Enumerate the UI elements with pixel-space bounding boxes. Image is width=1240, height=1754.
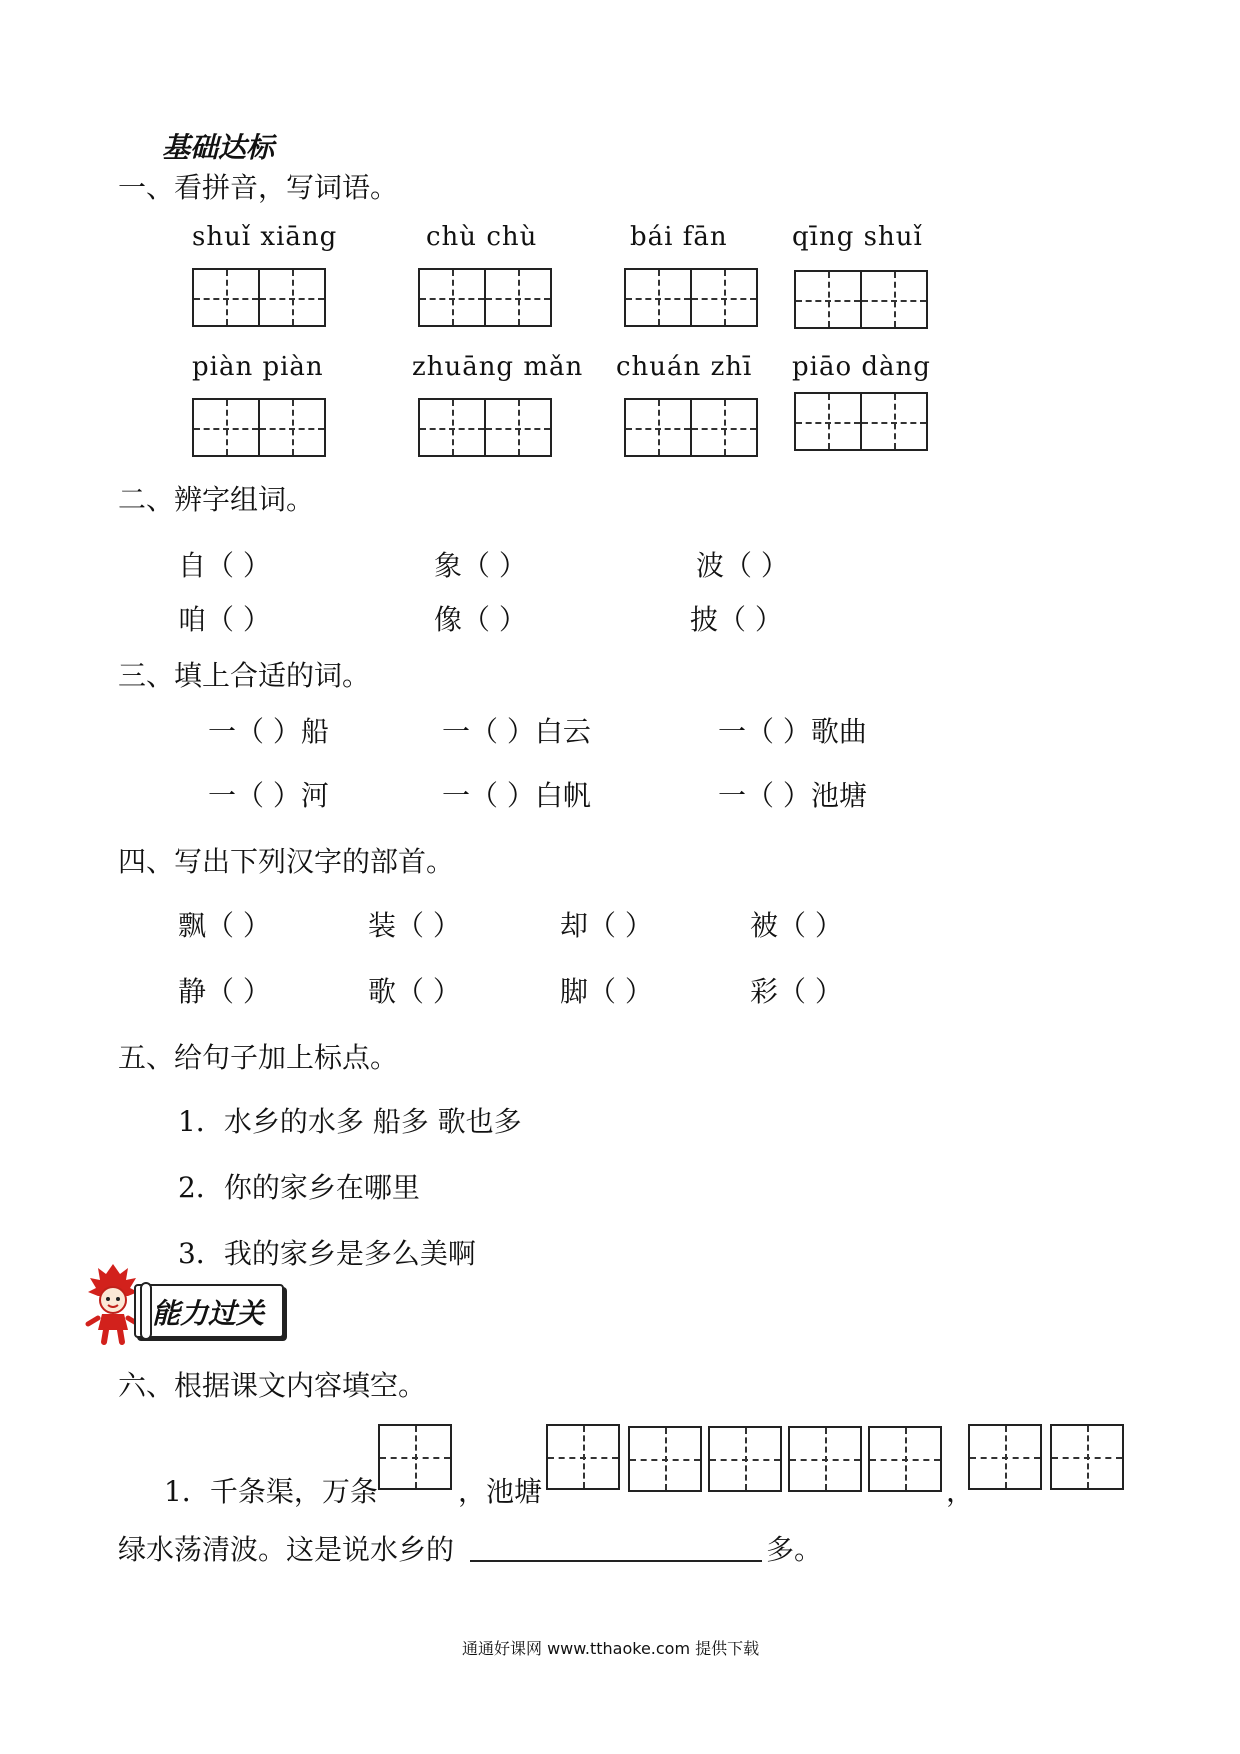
writing-grid-1[interactable] bbox=[192, 268, 326, 327]
fill-line2-text-b: 多。 bbox=[766, 1533, 823, 1566]
measure-word-5[interactable]: 一（ ）白帆 bbox=[442, 779, 591, 812]
pinyin-1: shuǐ xiāng bbox=[192, 222, 338, 252]
basic-level-heading: 基础达标 bbox=[162, 131, 275, 164]
measure-word-6[interactable]: 一（ ）池塘 bbox=[718, 779, 867, 812]
fill-line1-text-c: ， bbox=[946, 1475, 975, 1508]
pinyin-4: qīng shuǐ bbox=[792, 222, 923, 252]
fill-grid-7[interactable] bbox=[968, 1424, 1042, 1490]
char-compare-1[interactable]: 自（ ） bbox=[178, 549, 271, 582]
measure-word-2[interactable]: 一（ ）白云 bbox=[442, 715, 591, 748]
radical-1[interactable]: 飘（ ） bbox=[178, 909, 271, 942]
section2-title: 二、辨字组词。 bbox=[118, 483, 315, 516]
writing-grid-8[interactable] bbox=[794, 392, 928, 451]
pinyin-2: chù chù bbox=[426, 222, 538, 252]
measure-word-4[interactable]: 一（ ）河 bbox=[208, 779, 329, 812]
section1-title: 一、看拼音，写词语。 bbox=[118, 171, 399, 204]
fill-grid-4[interactable] bbox=[708, 1426, 782, 1492]
writing-grid-5[interactable] bbox=[192, 398, 326, 457]
char-compare-5[interactable]: 像（ ） bbox=[434, 603, 527, 636]
fill-grid-1[interactable] bbox=[378, 1424, 452, 1490]
measure-word-3[interactable]: 一（ ）歌曲 bbox=[718, 715, 867, 748]
pinyin-6: zhuāng mǎn bbox=[412, 352, 584, 382]
section3-title: 三、填上合适的词。 bbox=[118, 659, 371, 692]
section4-title: 四、写出下列汉字的部首。 bbox=[118, 845, 455, 878]
radical-4[interactable]: 被（ ） bbox=[750, 909, 843, 942]
footer-text: 通通好课网 www.tthaoke.com 提供下载 bbox=[462, 1639, 760, 1658]
fill-grid-8[interactable] bbox=[1050, 1424, 1124, 1490]
punctuation-item-1[interactable]: 1．水乡的水多 船多 歌也多 bbox=[178, 1105, 522, 1138]
measure-word-1[interactable]: 一（ ）船 bbox=[208, 715, 329, 748]
writing-grid-7[interactable] bbox=[624, 398, 758, 457]
radical-6[interactable]: 歌（ ） bbox=[368, 975, 461, 1008]
fill-grid-2[interactable] bbox=[546, 1424, 620, 1490]
writing-grid-4[interactable] bbox=[794, 270, 928, 329]
char-compare-2[interactable]: 象（ ） bbox=[434, 549, 527, 582]
pinyin-7: chuán zhī bbox=[616, 352, 753, 382]
radical-5[interactable]: 静（ ） bbox=[178, 975, 271, 1008]
fill-grid-5[interactable] bbox=[788, 1426, 862, 1492]
radical-2[interactable]: 装（ ） bbox=[368, 909, 461, 942]
char-compare-3[interactable]: 波（ ） bbox=[696, 549, 789, 582]
punctuation-item-2[interactable]: 2．你的家乡在哪里 bbox=[178, 1171, 420, 1204]
char-compare-6[interactable]: 披（ ） bbox=[690, 603, 783, 636]
pinyin-5: piàn piàn bbox=[192, 352, 324, 382]
writing-grid-2[interactable] bbox=[418, 268, 552, 327]
pinyin-8: piāo dàng bbox=[792, 352, 931, 382]
writing-grid-6[interactable] bbox=[418, 398, 552, 457]
punctuation-item-3[interactable]: 3．我的家乡是多么美啊 bbox=[178, 1237, 476, 1270]
ability-heading: 能力过关 bbox=[152, 1297, 265, 1330]
writing-grid-3[interactable] bbox=[624, 268, 758, 327]
fill-line2-text-a: 绿水荡清波。这是说水乡的 bbox=[118, 1533, 455, 1566]
fill-grid-3[interactable] bbox=[628, 1426, 702, 1492]
fill-grid-6[interactable] bbox=[868, 1426, 942, 1492]
section5-title: 五、给句子加上标点。 bbox=[118, 1041, 399, 1074]
radical-3[interactable]: 却（ ） bbox=[560, 909, 653, 942]
answer-blank[interactable] bbox=[470, 1560, 762, 1562]
char-compare-4[interactable]: 咱（ ） bbox=[178, 603, 271, 636]
radical-7[interactable]: 脚（ ） bbox=[560, 975, 653, 1008]
section6-title: 六、根据课文内容填空。 bbox=[118, 1369, 427, 1402]
pinyin-3: bái fān bbox=[630, 222, 728, 252]
radical-8[interactable]: 彩（ ） bbox=[750, 975, 843, 1008]
fill-line1-text-b: ，池塘 bbox=[458, 1475, 543, 1508]
fill-line1-text-a: 1．千条渠，万条 bbox=[164, 1475, 378, 1508]
